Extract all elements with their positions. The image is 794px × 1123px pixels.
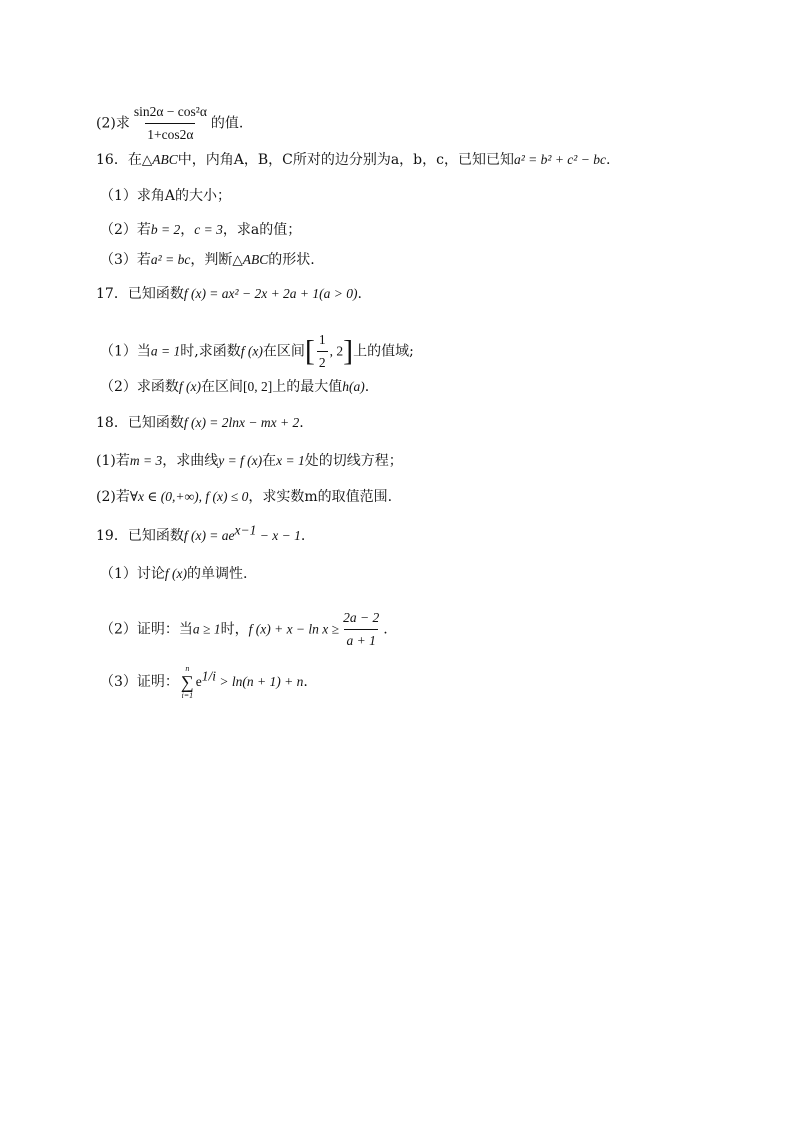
q19-1-text: （1）讨论 <box>100 566 165 582</box>
q16-part2 <box>100 220 301 240</box>
q17-2-text: （2）求函数 <box>100 379 179 395</box>
q19-part3 <box>100 664 308 700</box>
q19-2-text-2: 时， <box>220 621 249 638</box>
q17-2-fx: f (x) <box>178 379 202 394</box>
q18-part1 <box>96 451 403 471</box>
q19-3-text: （3）证明： <box>100 674 179 690</box>
q18-stem-text: 18．已知函数 <box>96 415 184 431</box>
q17-1-text-3: 在区间 <box>262 343 305 360</box>
q16-2-b-value: b = 2 <box>150 222 181 237</box>
q16-2-c-value: c = 3 <box>194 222 223 237</box>
q17-1-text-4: 上的值域; <box>353 343 414 360</box>
q19-1-fx: f (x) <box>164 566 188 581</box>
q19-2-a-cond: a ≥ 1 <box>192 621 221 637</box>
q19-2-num: 2a − 2 <box>343 610 380 625</box>
q18-1-text-2: ，求曲线 <box>162 453 219 469</box>
q16-equation: a² = b² + c² − bc <box>513 152 606 167</box>
q16-triangle: △ABC <box>141 152 178 167</box>
q16-3-eq: a² = bc <box>150 252 191 267</box>
q16-period: . <box>605 152 611 168</box>
sigma-icon: ∑ <box>180 672 194 692</box>
q18-2-condition: ∀x ∈ (0,+∞), f (x) ≤ 0 <box>129 489 249 504</box>
q17-1-half-den: 2 <box>317 351 328 373</box>
q19-equation-exp: x−1 <box>234 522 257 538</box>
q16-3-text: （3）若 <box>100 252 151 268</box>
q18-1-text-3: 在 <box>262 453 277 469</box>
q19-3-e: e <box>195 674 202 689</box>
q18-1-text-4: 处的切线方程； <box>304 453 403 469</box>
q17-period: . <box>357 286 362 302</box>
q19-equation-a: f (x) = ae <box>183 528 235 543</box>
q19-2-den: a + 1 <box>344 629 377 651</box>
q17-2-text-3: 上的最大值 <box>272 379 343 395</box>
q17-part1 <box>100 330 414 373</box>
q16-part3 <box>100 250 315 270</box>
q15-2-suffix: 的值. <box>210 115 244 132</box>
q19-2-text: （2）证明：当 <box>100 621 193 638</box>
q19-3-summation <box>181 664 194 700</box>
q18-1-x-value: x = 1 <box>276 453 305 468</box>
q18-part2 <box>96 487 392 507</box>
q17-2-period: . <box>364 379 370 395</box>
q19-stem-text: 19．已知函数 <box>96 528 184 544</box>
q19-part1 <box>100 564 247 584</box>
q16-stem-text-2: 中，内角A，B，C所对的边分别为a，b，c，已知已知 <box>177 152 514 168</box>
q17-1-text-2: 时,求函数 <box>180 343 241 360</box>
q17-1-upper: , 2 <box>329 343 344 359</box>
q17-part2 <box>100 377 369 397</box>
q16-2-text: （2）若 <box>100 222 151 238</box>
q19-2-fraction <box>341 608 381 651</box>
q17-stem <box>96 284 362 304</box>
q19-3-exp: 1/i <box>201 668 217 684</box>
q18-1-curve: y = f (x) <box>218 453 263 468</box>
q17-1-left-bracket: [ <box>304 334 315 368</box>
q17-2-ha: h(a) <box>342 379 365 394</box>
q17-2-text-2: 在区间 <box>201 379 244 395</box>
q19-3-rhs: > ln(n + 1) + n <box>216 674 304 689</box>
q17-equation: f (x) = ax² − 2x + 2a + 1(a > 0) <box>183 286 358 301</box>
q18-1-m-value: m = 3 <box>129 453 163 468</box>
q15-part2 <box>96 102 243 145</box>
q15-2-denominator: 1+cos2α <box>145 123 195 145</box>
q16-part1: （1）求角A的大小； <box>100 188 232 204</box>
q15-2-prefix: (2)求 <box>96 115 130 132</box>
q19-part2 <box>100 608 388 651</box>
q17-1-a-value: a = 1 <box>150 343 181 359</box>
q16-3-triangle: △ABC <box>232 252 269 267</box>
q19-period: . <box>300 528 306 544</box>
q19-3-sum-upper: n <box>185 664 190 673</box>
q19-2-period: . <box>383 621 388 638</box>
q16-2-text-2: ，求a的值； <box>222 222 302 238</box>
q18-equation: f (x) = 2lnx − mx + 2 <box>183 415 300 430</box>
q19-3-period: . <box>303 674 308 690</box>
q16-stem <box>96 150 610 170</box>
q15-2-fraction <box>132 102 209 145</box>
q18-2-text: (2)若 <box>96 489 130 505</box>
q19-equation-b: − x − 1 <box>256 528 301 543</box>
q16-3-text-3: 的形状. <box>268 252 315 268</box>
q17-1-text: （1）当 <box>100 343 151 360</box>
q17-1-fx: f (x) <box>240 343 263 359</box>
q18-2-text-2: ，求实数m的取值范围. <box>248 489 393 505</box>
q17-1-half <box>317 330 328 373</box>
q16-2-comma: ， <box>180 222 195 238</box>
q18-stem <box>96 413 304 433</box>
q19-1-text-2: 的单调性. <box>187 566 248 582</box>
q16-3-text-2: ，判断 <box>190 252 233 268</box>
q19-2-lhs: f (x) + x − ln x ≥ <box>248 621 340 637</box>
q17-stem-text: 17．已知函数 <box>96 286 184 302</box>
q16-stem-text: 16．在 <box>96 152 142 168</box>
q18-period: . <box>299 415 304 431</box>
q18-1-text: (1)若 <box>96 453 130 469</box>
q15-2-numerator: sin2α − cos²α <box>133 104 207 119</box>
q19-3-sum-lower: i=1 <box>181 691 194 700</box>
q17-1-right-bracket: ] <box>343 334 354 368</box>
q17-2-interval: [0, 2] <box>243 379 273 394</box>
q17-1-half-num: 1 <box>318 332 326 347</box>
q19-stem <box>96 522 306 546</box>
